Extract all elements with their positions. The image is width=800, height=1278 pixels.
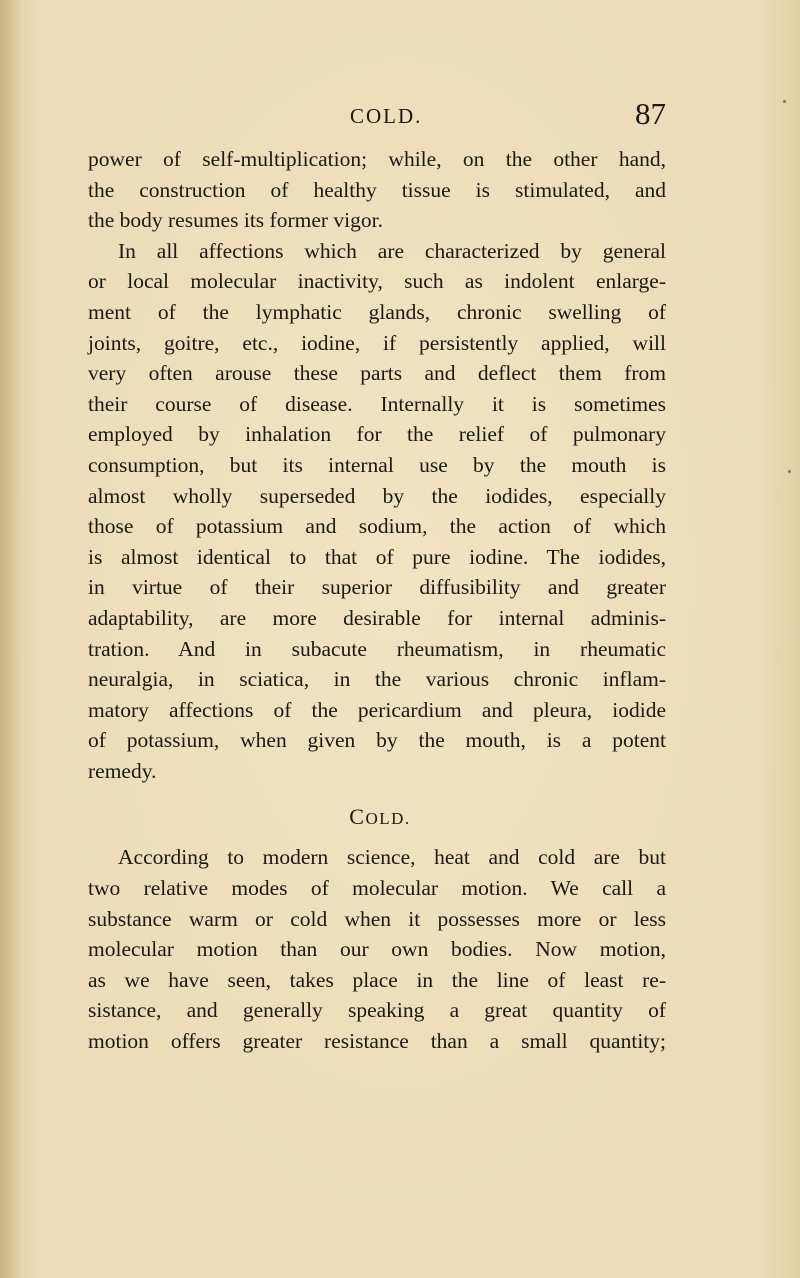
body-text bbox=[88, 144, 666, 1057]
text-line: as we have seen, takes place in the line of least re- bbox=[88, 967, 666, 992]
paragraph-affections bbox=[88, 236, 666, 787]
text-line: ment of the lymphatic glands, chronic swelling of bbox=[88, 299, 666, 324]
text-line: the construction of healthy tissue is stimulated, and bbox=[88, 177, 666, 202]
text-line: substance warm or cold when it possesses more or less bbox=[88, 906, 666, 931]
section-heading bbox=[88, 786, 666, 842]
text-line: those of potassium and sodium, the action of which bbox=[88, 514, 666, 539]
paragraph-cold bbox=[88, 842, 666, 1056]
running-title: COLD. bbox=[350, 104, 423, 128]
text-line: is almost identical to that of pure iodine. The iodides, bbox=[88, 544, 666, 569]
page-edge-shadow bbox=[0, 0, 22, 1278]
section-heading-initial: C bbox=[349, 804, 366, 830]
text-line: power of self-multiplication; while, on the other hand, bbox=[88, 147, 666, 171]
text-line: adaptability, are more desirable for internal adminis- bbox=[88, 605, 666, 630]
text-line: molecular motion than our own bodies. Now motion, bbox=[88, 937, 666, 962]
section-heading-rest: OLD. bbox=[365, 809, 411, 829]
text-line: in virtue of their superior diffusibility and greater bbox=[88, 575, 666, 600]
text-line: tration. And in subacute rheumatism, in rheumatic bbox=[88, 636, 666, 661]
running-header bbox=[88, 96, 666, 136]
text-line: consumption, but its internal use by the mouth is bbox=[88, 452, 666, 477]
text-line: According to modern science, heat and cold are but bbox=[118, 845, 666, 870]
text-line: of potassium, when given by the mouth, is a potent bbox=[88, 728, 666, 753]
text-line: remedy. bbox=[88, 758, 157, 783]
text-line: almost wholly superseded by the iodides, especially bbox=[88, 483, 666, 508]
text-line: employed by inhalation for the relief of pulmonary bbox=[88, 422, 666, 447]
text-line: two relative modes of molecular motion. We call a bbox=[88, 876, 666, 901]
text-line: matory affections of the pericardium and pleura, iodide bbox=[88, 697, 666, 722]
text-line: very often arouse these parts and deflect them from bbox=[88, 361, 666, 386]
paragraph-vigor bbox=[88, 144, 666, 236]
paper-speck bbox=[788, 470, 791, 473]
text-line: their course of disease. Internally it is sometimes bbox=[88, 391, 666, 416]
text-line: motion offers greater resistance than a small quantity; bbox=[88, 1029, 666, 1054]
text-line: or local molecular inactivity, such as indolent enlarge- bbox=[88, 269, 666, 294]
text-line: the body resumes its former vigor. bbox=[88, 208, 383, 233]
text-line: neuralgia, in sciatica, in the various chronic inflam- bbox=[88, 667, 666, 692]
page-number: 87 bbox=[635, 96, 666, 131]
text-line: sistance, and generally speaking a great quantity of bbox=[88, 998, 666, 1023]
text-line: joints, goitre, etc., iodine, if persistently applied, will bbox=[88, 330, 666, 355]
text-line: In all affections which are characterized by general bbox=[118, 238, 666, 263]
paper-speck bbox=[783, 100, 786, 103]
